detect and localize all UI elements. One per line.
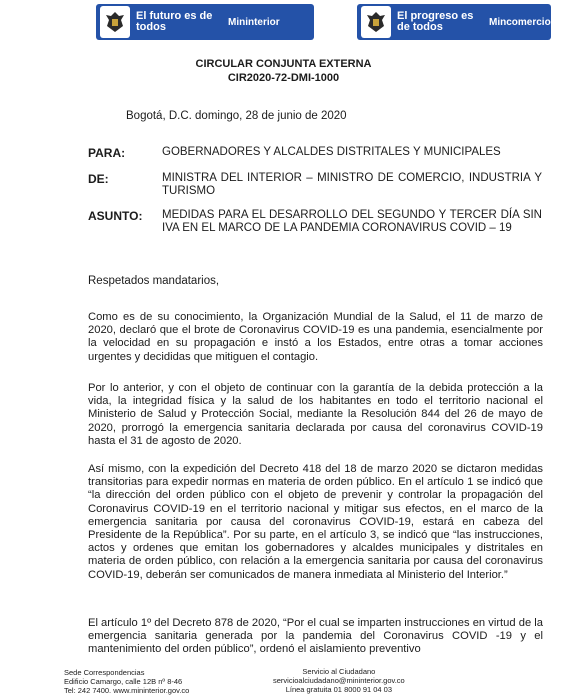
colombia-crest-icon — [361, 6, 391, 38]
logo-ministry: Mincomercio — [489, 16, 551, 28]
footer-line: Edificio Camargo, calle 12B nº 8-46 — [64, 677, 183, 686]
footer-contact — [273, 667, 405, 694]
asunto-label: ASUNTO: — [88, 209, 143, 223]
logo-slogan: El progreso es de todos — [397, 10, 474, 33]
greeting: Respetados mandatarios, — [88, 275, 220, 287]
footer-line: servicioalciudadano@mininterior.gov.co — [273, 676, 405, 685]
body-paragraph: El artículo 1º del Decreto 878 de 2020, “Por el cual se imparten instrucciones en virtud de la emergencia sanitaria generada por la pandemia del Coronavirus COVID -19 y el mantenimiento del orden público”, ordenó el aislamiento preventivo — [88, 617, 543, 656]
footer-address — [64, 668, 189, 695]
para-label: PARA: — [88, 146, 126, 160]
de-value: MINISTRA DEL INTERIOR – MINISTRO DE COMERCIO, INDUSTRIA Y TURISMO — [162, 172, 542, 197]
mininterior-logo — [96, 4, 314, 40]
document-date: Bogotá, D.C. domingo, 28 de junio de 2020 — [126, 110, 347, 122]
colombia-crest-icon — [100, 6, 130, 38]
circular-title: CIRCULAR CONJUNTA EXTERNA — [195, 58, 372, 70]
para-value: GOBERNADORES Y ALCALDES DISTRITALES Y MUNICIPALES — [162, 146, 501, 158]
footer-line: Línea gratuita 01 8000 91 04 03 — [285, 685, 393, 694]
logo-ministry: Mininterior — [228, 16, 280, 28]
footer-line: Sede Correspondencias — [64, 668, 145, 677]
body-paragraph: Como es de su conocimiento, la Organización Mundial de la Salud, el 11 de marzo de 2020, declaró que el brote de Coronavirus COVID-19 es una pandemia, esencialmente por la velocidad en su propagación e instó a los Estados, entre otras a tomar acciones urgentes y decididas que mitiguen el contagio. — [88, 311, 543, 363]
footer-line: Tel: 242 7400. www.mininterior.gov.co — [64, 686, 190, 695]
de-label: DE: — [88, 172, 109, 186]
circular-number: CIR2020-72-DMI-1000 — [227, 72, 340, 84]
body-paragraph: Así mismo, con la expedición del Decreto 418 del 18 de marzo 2020 se dictaron medidas transitorias para expedir normas en materia de orden público. En el artículo 1 se indicó que “la dirección del orden público con el objeto de prevenir y controlar la propagación del Coronavirus COVID-19 en el territorio nacional y mitigar sus efectos, en el marco de la emergencia sanitaria por causa del coronavirus COVID-19, estará en cabeza del Presidente de la República”. Por su parte, en el artículo 3, se indicó que “las instrucciones, actos y ordenes que emitan los gobernadores y alcaldes municipales y distritales en materia de orden público, con relación a la emergencia sanitaria por causa del coronavirus COVID-19, deberán ser comunicados de manera inmediata al Ministerio del Interior.” — [88, 463, 543, 581]
body-paragraph: Por lo anterior, y con el objeto de continuar con la garantía de la debida protección a la vida, la integridad física y la salud de los habitantes en todo el territorio nacional el Ministerio de Salud y Protección Social, mediante la Resolución 844 del 26 de mayo de 2020, prorrogó la emergencia sanitaria declarada por causa del coronavirus COVID-19 hasta el 31 de agosto de 2020. — [88, 382, 543, 447]
asunto-value: MEDIDAS PARA EL DESARROLLO DEL SEGUNDO Y TERCER DÍA SIN IVA EN EL MARCO DE LA PANDEMIA CORONAVIRUS COVID – 19 — [162, 209, 542, 234]
mincomercio-logo — [357, 4, 551, 40]
logo-slogan: El futuro es de todos — [136, 10, 213, 33]
footer-line: Servicio al Ciudadano — [302, 667, 376, 676]
